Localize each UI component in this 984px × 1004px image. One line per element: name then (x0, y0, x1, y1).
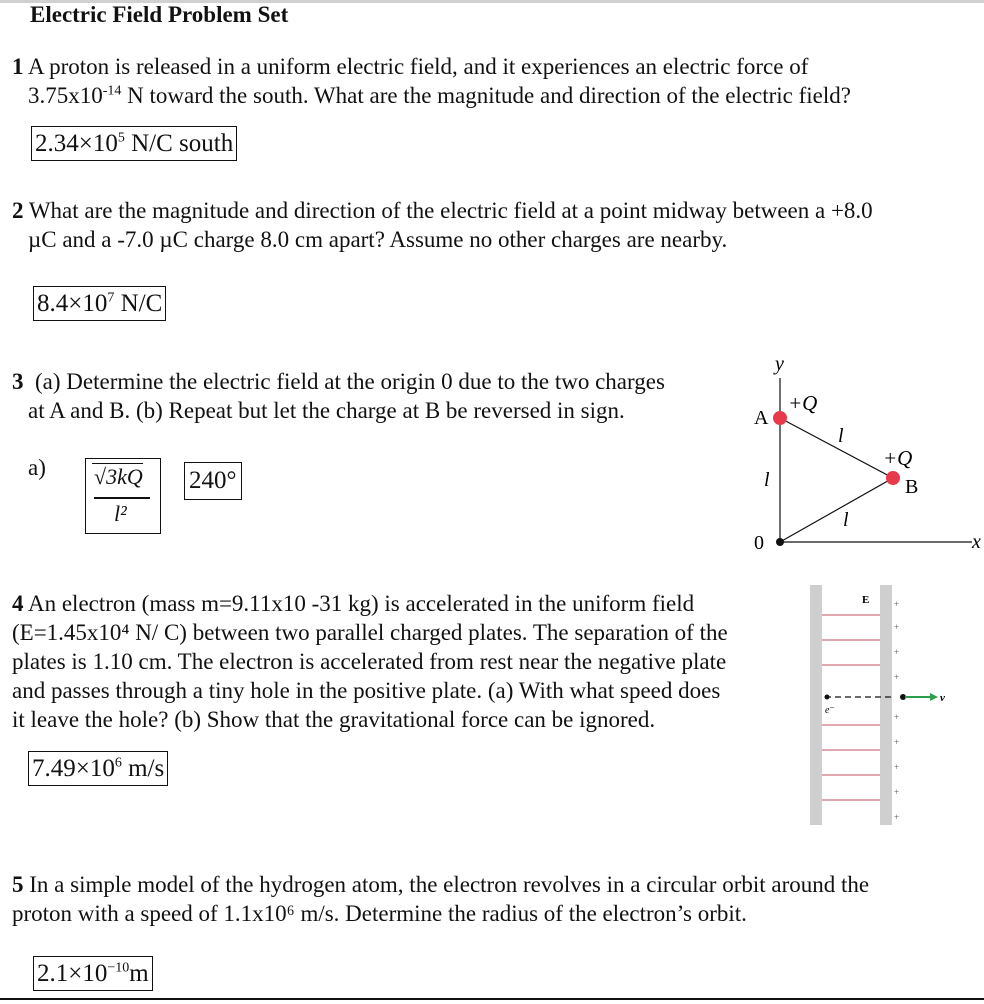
svg-text:+: + (894, 762, 900, 772)
triangle-charge-diagram (740, 350, 984, 555)
side-ab (780, 418, 893, 478)
answer-box-4 (28, 751, 168, 786)
exponent: 7 (107, 290, 115, 306)
answer-text: 7.49×10 (32, 755, 115, 782)
part-label: a) (28, 455, 46, 480)
svg-text:+: + (894, 622, 900, 632)
answer-box-3-angle: 240° (184, 462, 242, 500)
problem-number: 1 (12, 54, 24, 79)
length-label: l (838, 425, 844, 447)
svg-text:+: + (894, 712, 900, 722)
svg-text:+: + (894, 787, 900, 797)
exponent: −10 (107, 960, 130, 976)
charge-a-label: +Q (788, 391, 818, 415)
x-label: x (972, 531, 981, 553)
side-bo (780, 478, 893, 542)
exponent: 5 (117, 130, 125, 146)
arrow-head (930, 693, 938, 701)
problem-text: In a simple model of the hydrogen atom, the electron revolves in a circular orbit around the (29, 872, 870, 897)
answer-text: 8.4×10 (37, 290, 108, 317)
label-origin: 0 (754, 532, 764, 554)
problem-1 (12, 52, 851, 110)
exponent: -14 (102, 83, 122, 99)
fraction-numerator: √3kQ (94, 464, 143, 489)
answer-text: N/C south (124, 130, 234, 157)
problem-2 (12, 196, 873, 254)
problem-3 (12, 367, 665, 425)
answer-text: N/C (114, 290, 163, 317)
svg-text:+: + (894, 812, 900, 822)
label-a: A (754, 407, 769, 429)
problem-text: An electron (mass m=9.11x10 -31 kg) is accelerated in the uniform field (27, 591, 695, 616)
field-label: E (862, 594, 870, 606)
problem-number: 5 (12, 872, 24, 897)
fraction-bar (94, 497, 150, 499)
problem-4 (12, 589, 728, 734)
negative-plate (810, 585, 822, 825)
problem-number: 4 (12, 591, 24, 616)
charge-a (773, 411, 787, 425)
electron-label: e⁻ (825, 705, 835, 716)
problem-text: N toward the south. What are the magnitude and direction of the electric field? (127, 83, 851, 108)
length-label: l (764, 469, 770, 491)
problem-text: it leave the hole? (b) Show that the gravitational force can be ignored. (12, 707, 656, 732)
problem-text: plates is 1.10 cm. The electron is accelerated from rest near the negative plate (12, 649, 727, 674)
problem-5 (12, 870, 869, 928)
problem-text: What are the magnitude and direction of the electric field at a point midway between a +8.0 (28, 198, 873, 223)
answer-text: m (129, 960, 149, 987)
origin-point (776, 538, 784, 546)
svg-text:+: + (894, 672, 900, 682)
electron (825, 695, 830, 700)
page-title: Electric Field Problem Set (30, 2, 289, 27)
problem-number: 2 (12, 198, 24, 223)
answer-box-5 (33, 956, 153, 991)
velocity-label: v (940, 692, 945, 704)
bottom-border (0, 998, 984, 1000)
problem-text: (a) Determine the electric field at the origin 0 due to the two charges (35, 369, 665, 394)
problem-text: at A and B. (b) Repeat but let the charge at B be reversed in sign. (28, 398, 625, 423)
parallel-plates-diagram (805, 585, 955, 830)
length-label: l (843, 509, 849, 531)
problem-text: 3.75x10 (28, 83, 103, 108)
problem-text: A proton is released in a uniform electric field, and it experiences an electric force of (27, 54, 809, 79)
svg-text:+: + (894, 647, 900, 657)
problem-number: 3 (12, 369, 24, 394)
svg-text:+: + (894, 599, 900, 609)
problem-text: proton with a speed of 1.1x10⁶ m/s. Determine the radius of the electron’s orbit. (12, 901, 747, 926)
problem-text: and passes through a tiny hole in the positive plate. (a) With what speed does (12, 678, 721, 703)
problem-text: µC and a -7.0 µC charge 8.0 cm apart? Assume no other charges are nearby. (28, 227, 728, 252)
label-b: B (905, 476, 919, 498)
y-label: y (775, 353, 784, 375)
svg-text:+: + (894, 737, 900, 747)
answer-box-1 (31, 126, 237, 161)
charge-b-label: +Q (883, 446, 913, 470)
answer-box-3-fraction (85, 458, 161, 534)
problem-text: (E=1.45x10⁴ N/ C) between two parallel charged plates. The separation of the (12, 620, 728, 645)
fraction-denominator: l² (114, 501, 127, 526)
answer-text: 2.1×10 (37, 960, 108, 987)
answer-box-2 (33, 286, 166, 321)
answer-text: 2.34×10 (35, 130, 118, 157)
positive-plate (880, 585, 892, 825)
exponent: 6 (114, 755, 122, 771)
charge-b (886, 471, 900, 485)
answer-text: m/s (121, 755, 165, 782)
